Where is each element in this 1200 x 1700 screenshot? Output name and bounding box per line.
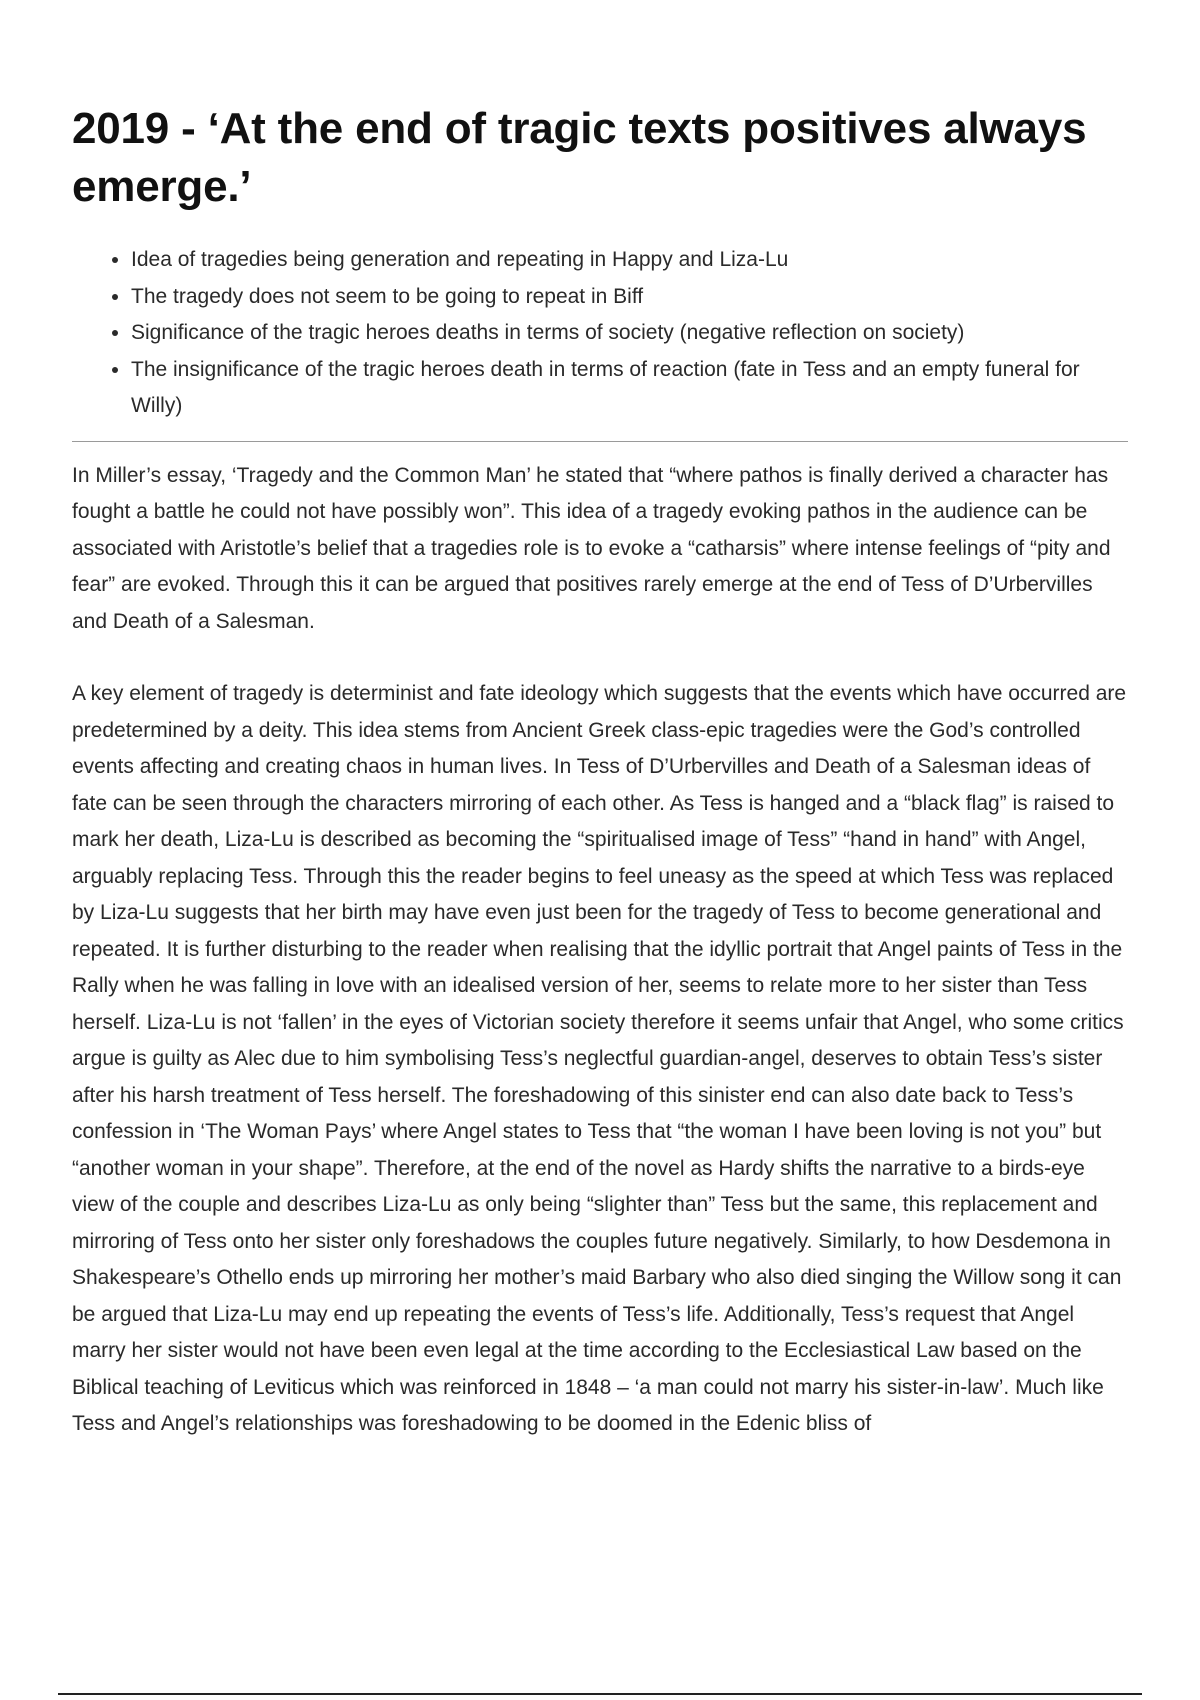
body-paragraph: A key element of tragedy is determinist and fate ideology which suggests that the events which have occurred are predetermined by a deity. This idea stems from Ancient Greek class-epic tragedies were the God’s controlled events affecting and creating chaos in human lives. In Tess of D’Urbervilles and Death of a Salesman ideas of fate can be seen through the characters mirroring of each other. As Tess is hanged and a “black flag” is raised to mark her death, Liza-Lu is described as becoming the “spiritualised image of Tess” “hand in hand” with Angel, arguably replacing Tess. Through this the reader begins to feel uneasy as the speed at which Tess was replaced by Liza-Lu suggests that her birth may have even just been for the tragedy of Tess to become generational and repeated. It is further disturbing to the reader when realising that the idyllic portrait that Angel paints of Tess in the Rally when he was falling in love with an idealised version of her, seems to relate more to her sister than Tess herself. Liza-Lu is not ‘fallen’ in the eyes of Victorian society therefore it seems unfair that Angel, who some critics argue is guilty as Alec due to him symbolising Tess’s neglectful guardian-angel, deserves to obtain Tess’s sister after his harsh treatment of Tess herself. The foreshadowing of this sinister end can also date back to Tess’s confession in ‘The Woman Pays’ where Angel states to Tess that “the woman I have been loving is not you” but “another woman in your shape”. Therefore, at the end of the novel as Hardy shifts the narrative to a birds-eye view of the couple and describes Liza-Lu as only being “slighter than” Tess but the same, this replacement and mirroring of Tess onto her sister only foreshadows the couples future negatively. Similarly, to how Desdemona in Shakespeare’s Othello ends up mirroring her mother’s maid Barbary who also died singing the Willow song it can be argued that Liza-Lu may end up repeating the events of Tess’s life. Additionally, Tess’s request that Angel marry her sister would not have been even legal at the time according to the Ecclesiastical Law based on the Biblical teaching of Leviticus which was reinforced in 1848 – ‘a man could not marry his sister-in-law’. Much like Tess and Angel’s relationships was foreshadowing to be doomed in the Edenic bliss of <box>72 682 1127 1435</box>
key-points-list <box>72 242 1128 425</box>
bullet-item: • Significance of the tragic heroes deaths in terms of society (negative reflection on society) <box>131 315 1128 352</box>
page-bottom-divider <box>58 1693 1142 1695</box>
bullet-item: • Idea of tragedies being generation and repeating in Happy and Liza-Lu <box>131 242 1128 279</box>
intro-paragraph: In Miller’s essay, ‘Tragedy and the Common Man’ he stated that “where pathos is finally derived a character has fought a battle he could not have possibly won”. This idea of a tragedy evoking pathos in the audience can be associated with Aristotle’s belief that a tragedies role is to evoke a “catharsis” where intense feelings of “pity and fear” are evoked. Through this it can be argued that positives rarely emerge at the end of Tess of D’Urbervilles and Death of a Salesman. <box>72 463 1111 633</box>
document-page <box>72 100 1128 1443</box>
page-title: 2019 - ‘At the end of tragic texts positives always emerge.’ <box>72 104 1087 211</box>
bullet-item: • The insignificance of the tragic heroes death in terms of reaction (fate in Tess and an empty funeral for Willy) <box>131 352 1128 425</box>
section-divider <box>72 441 1128 442</box>
bullet-item: • The tragedy does not seem to be going to repeat in Biff <box>131 279 1128 316</box>
